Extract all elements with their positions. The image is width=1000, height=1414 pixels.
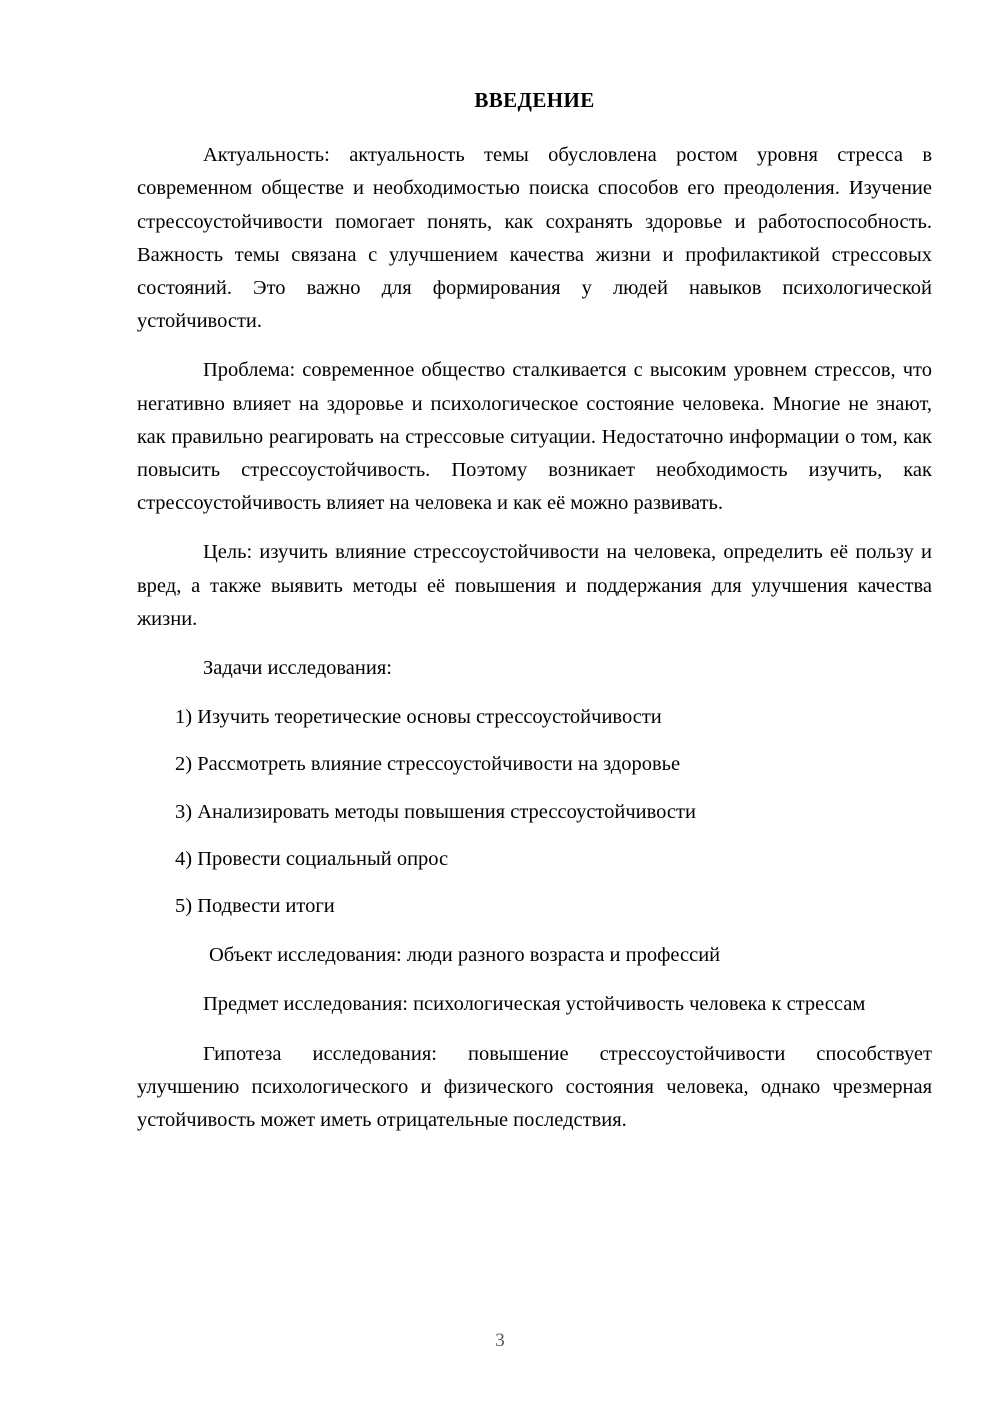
paragraph-subject: Предмет исследования: психологическая устойчивость человека к стрессам [203, 993, 866, 1016]
list-item: 5) Подвести итоги [175, 895, 335, 918]
paragraph-relevance: Актуальность: актуальность темы обусловлена ростом уровня стресса в современном обществе и необходимостью поиска способов его преодоления. Изучение стрессоустойчивости помогает понять, как сохранять здоровье и работоспособность. Важность темы связана с улучшением качества жизни и профилактикой стрессовых состояний. Это важно для формирования у людей навыков психологической устойчивости. [137, 144, 932, 333]
paragraph-problem: Проблема: современное общество сталкивается с высоким уровнем стрессов, что негативно влияет на здоровье и психологическое состояние человека. Многие не знают, как правильно реагировать на стрессовые ситуации. Недостаточно информации о том, как повысить стрессоустойчивость. Поэтому возникает необходимость изучить, как стрессоустойчивость влияет на человека и как её можно развивать. [137, 359, 932, 515]
list-item: 1) Изучить теоретические основы стрессоустойчивости [175, 706, 662, 729]
page-number: 3 [495, 1330, 505, 1351]
list-item: 4) Провести социальный опрос [175, 847, 449, 870]
paragraph-hypothesis: Гипотеза исследования: повышение стрессоустойчивости способствует улучшению психологического и физического состояния человека, однако чрезмерная устойчивость может иметь отрицательные последствия. [137, 1042, 932, 1132]
paragraph-goal: Цель: изучить влияние стрессоустойчивости на человека, определить её пользу и вред, а также выявить методы её повышения и поддержания для улучшения качества жизни. [137, 541, 932, 630]
document-body [137, 88, 932, 1137]
list-item: 3) Анализировать методы повышения стрессоустойчивости [175, 800, 696, 823]
tasks-list [137, 701, 932, 923]
tasks-heading: Задачи исследования: [203, 657, 392, 680]
page-title: ВВЕДЕНИЕ [474, 88, 595, 112]
list-item: 2) Рассмотреть влияние стрессоустойчивости на здоровье [175, 753, 681, 776]
paragraph-object: Объект исследования: люди разного возраста и профессий [209, 944, 721, 967]
